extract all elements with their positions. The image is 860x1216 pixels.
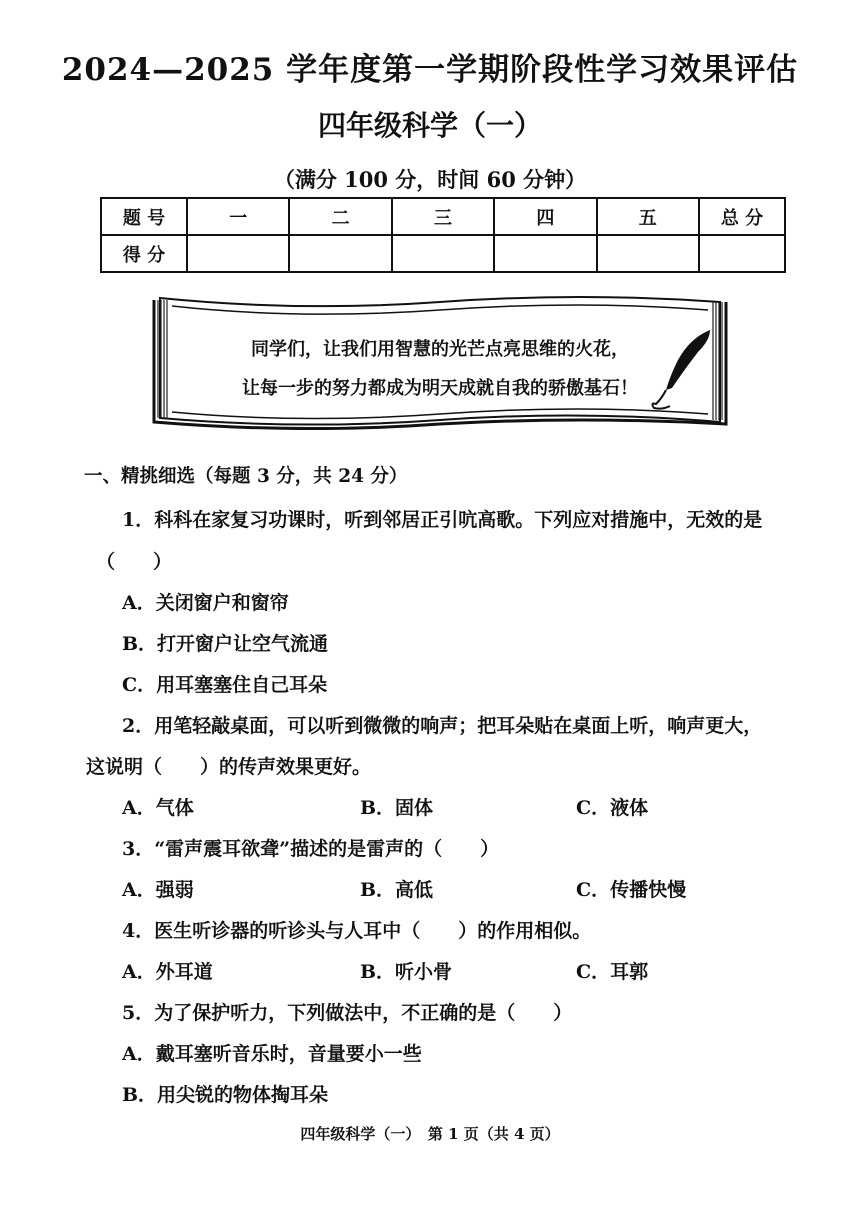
score-cell: 得 分	[101, 235, 187, 272]
question-3-option-b: B．高低	[360, 879, 434, 901]
question-1-text: 1．科科在家复习功课时，听到邻居正引吭高歌。下列应对措施中，无效的是	[122, 509, 763, 531]
exam-note: （满分 100 分，时间 60 分钟）	[273, 167, 587, 192]
question-4-text: 4．医生听诊器的听诊头与人耳中（ ）的作用相似。	[122, 920, 592, 942]
score-cell: 一	[187, 198, 289, 235]
exam-subject: 四年级科学（一）	[317, 109, 542, 142]
question-2-text: 2．用笔轻敲桌面，可以听到微微的响声；把耳朵贴在桌面上听，响声更大，	[122, 715, 763, 737]
motto-book-banner	[150, 290, 730, 430]
question-1-option-b: B．打开窗户让空气流通	[122, 633, 329, 655]
question-4-option-a: A．外耳道	[122, 961, 213, 983]
score-blank	[597, 235, 699, 272]
score-cell: 二	[289, 198, 391, 235]
score-blank	[289, 235, 391, 272]
question-2-option-c: C．液体	[576, 797, 649, 819]
question-3-option-a: A．强弱	[122, 879, 194, 901]
score-cell: 题 号	[101, 198, 187, 235]
question-4-option-c: C．耳郭	[576, 961, 649, 983]
question-5-option-b: B．用尖锐的物体掏耳朵	[122, 1084, 329, 1106]
question-3-option-c: C．传播快慢	[576, 879, 687, 901]
score-blank	[392, 235, 494, 272]
score-cell: 五	[597, 198, 699, 235]
score-cell: 总 分	[699, 198, 785, 235]
exam-title: 2024—2025 学年度第一学期阶段性学习效果评估	[61, 52, 799, 88]
score-cell: 四	[494, 198, 596, 235]
question-1-option-c: C．用耳塞塞住自己耳朵	[122, 674, 328, 696]
score-blank	[187, 235, 289, 272]
score-cell: 三	[392, 198, 494, 235]
score-table-header-row	[101, 198, 785, 235]
page-footer: 四年级科学（一） 第 1 页（共 4 页）	[300, 1125, 560, 1143]
question-1-blank: （ ）	[96, 551, 173, 573]
score-blank	[699, 235, 785, 272]
question-2-option-a: A．气体	[122, 797, 194, 819]
question-4-option-b: B．听小骨	[360, 961, 453, 983]
motto-line-1: 同学们，让我们用智慧的光芒点亮思维的火花，	[251, 339, 629, 360]
question-1-option-a: A．关闭窗户和窗帘	[122, 592, 289, 614]
score-blank	[494, 235, 596, 272]
question-5-option-a: A．戴耳塞听音乐时，音量要小一些	[122, 1043, 422, 1065]
question-2-text-cont: 这说明（ ）的传声效果更好。	[86, 756, 372, 778]
section-heading: 一、精挑细选（每题 3 分，共 24 分）	[84, 466, 408, 487]
question-5-text: 5．为了保护听力，下列做法中，不正确的是（ ）	[122, 1002, 573, 1024]
motto-line-2: 让每一步的努力都成为明天成就自我的骄傲基石！	[242, 378, 638, 399]
question-2-option-b: B．固体	[360, 797, 434, 819]
question-3-text: 3．“雷声震耳欲聋”描述的是雷声的（ ）	[122, 838, 500, 860]
score-table	[100, 197, 786, 273]
score-table-score-row	[101, 235, 785, 272]
